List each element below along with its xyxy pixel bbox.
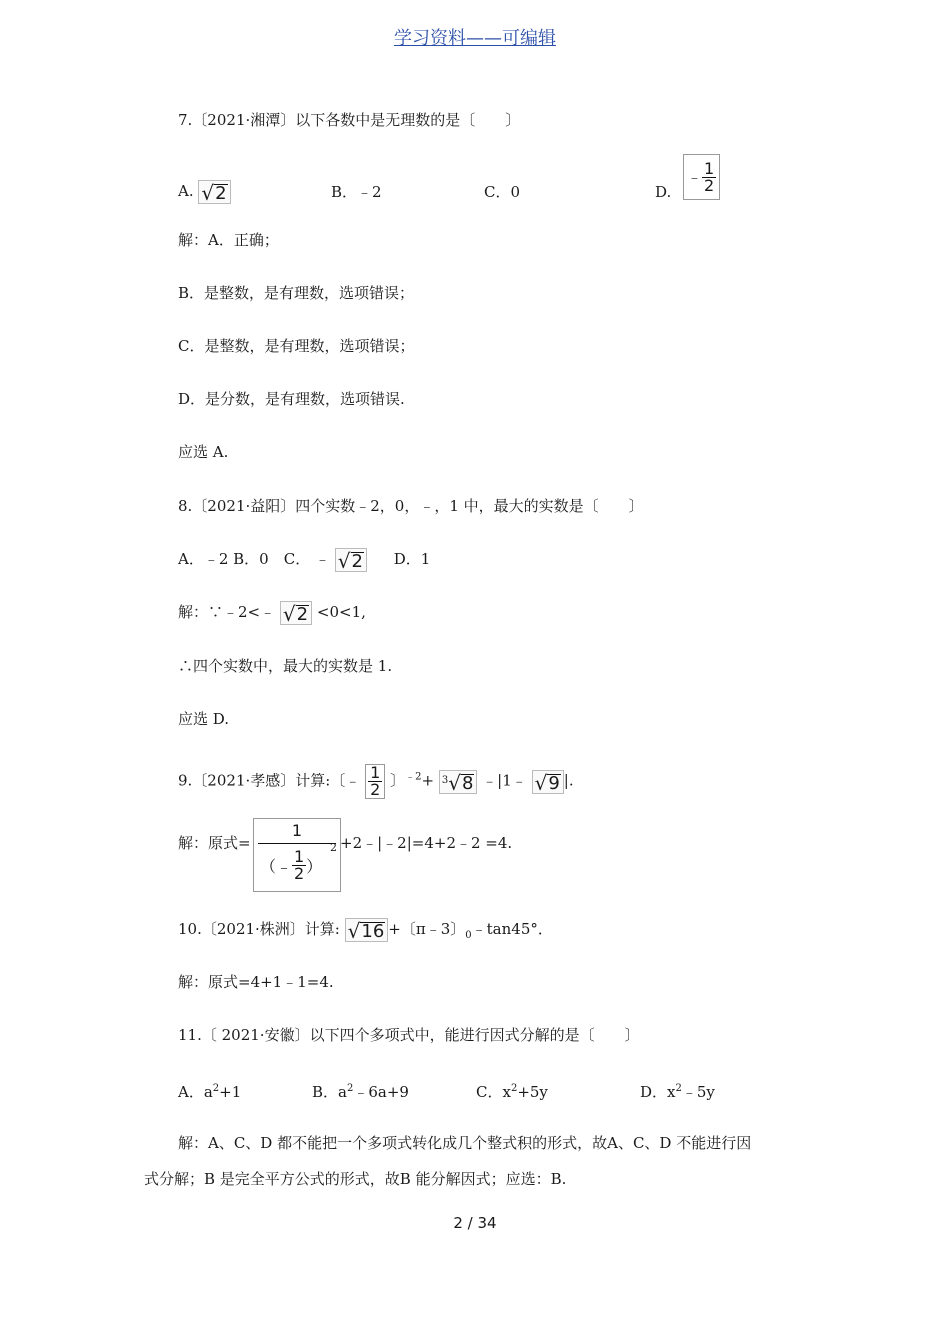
q7-option-a [178, 180, 231, 204]
q7-option-d-label: D. [655, 183, 672, 201]
q7-d-fraction-box [683, 154, 720, 200]
q10-stem-prefix: 10.〔2021·株洲〕计算: [178, 920, 340, 938]
q9-sqrt-radicand: 9 [548, 772, 560, 794]
q7-solution-line-2: B．是整数，是有理数，选项错误； [178, 284, 415, 302]
q8-options [178, 548, 430, 572]
document-header: 学习资料——可编辑 [394, 28, 556, 49]
fraction-one-half [292, 849, 306, 882]
q11-option-d [640, 1079, 715, 1102]
q8-c-radicand: 2 [351, 551, 363, 572]
sqrt-2-symbol: √ 2 [198, 180, 230, 204]
sqrt-16-symbol: √ 16 [345, 918, 389, 942]
fraction-denominator: 2 [370, 780, 381, 799]
q11-c-exp: 2 [510, 1083, 518, 1094]
q9-exponent: ﹣2 [405, 771, 422, 783]
question-10-stem [178, 918, 553, 946]
q7-option-b: B．﹣2 [331, 183, 382, 201]
fraction-denominator: 2 [294, 864, 305, 883]
sqrt-2-symbol: √ 2 [280, 601, 312, 625]
q11-a-base: A．a [178, 1083, 213, 1101]
q11-solution-line-2: 式分解；B 是完全平方公式的形式，故B 能分解因式；应选：B. [144, 1170, 567, 1188]
fraction-numerator: 1 [294, 847, 305, 866]
q11-solution-line-1: 解：A、C、D 都不能把一个多项式转化成几个整式积的形式，故A、C、D 不能进行因 [178, 1134, 752, 1152]
q8-solution-line-2: ∴四个实数中，最大的实数是 1. [178, 657, 393, 675]
question-8-stem: 8.〔2021·益阳〕四个实数﹣2，0，﹣，1 中，最大的实数是〔 〕 [178, 497, 644, 515]
q9-solution-fraction-box [253, 818, 341, 892]
q11-option-c [476, 1079, 548, 1102]
sqrt-2-symbol: √ 2 [335, 548, 367, 572]
q8-sol-prefix: 解：∵﹣2<﹣ [178, 603, 276, 621]
q9-solution-suffix: +2﹣|﹣2|=4+2﹣2 =4. [340, 834, 513, 852]
q7-solution-line-1: 解：A．正确； [178, 231, 279, 249]
big-fraction-numerator: 1 [291, 821, 303, 840]
q11-option-b [312, 1079, 409, 1102]
sqrt-9-symbol: √ 9 [532, 770, 564, 794]
fraction-one-half [368, 765, 382, 798]
fraction-numerator: 1 [370, 763, 381, 782]
q8-sol-suffix: <0<1, [316, 603, 366, 621]
q7-option-a-label: A. [178, 182, 194, 200]
q9-box-exponent: 2 [330, 841, 337, 854]
paren-open: （﹣ [260, 857, 293, 876]
q7-a-radicand: 2 [215, 183, 227, 204]
q11-d-exp: 2 [675, 1083, 682, 1094]
q7-solution-line-4: D．是分数，是有理数，选项错误. [178, 390, 405, 408]
cube-root-8-symbol: 3 √ 8 [439, 770, 478, 794]
q9-cube-radicand: 8 [461, 772, 474, 794]
big-fraction-bar [258, 843, 336, 844]
q8-solution-line-1 [178, 601, 366, 625]
paren-close: ） [306, 857, 323, 876]
q11-b-end: ﹣6a+9 [353, 1083, 409, 1101]
cube-root-index: 3 [441, 774, 449, 786]
page-number: 2 / 34 [453, 1214, 497, 1232]
q10-zero-exponent: 0 [465, 930, 472, 941]
fraction-numerator: 1 [704, 158, 715, 178]
q7-option-d [655, 154, 715, 202]
q10-stem-suffix: +〔π﹣3〕 [388, 920, 466, 938]
q10-radicand: 16 [361, 921, 385, 942]
q11-c-base: C．x [476, 1083, 511, 1101]
big-fraction-denominator [260, 849, 322, 882]
plus-sign: + [421, 771, 435, 790]
question-11-stem: 11.〔 2021·安徽〕以下四个多项式中，能进行因式分解的是〔 〕 [178, 1026, 640, 1044]
q8-answer: 应选 D. [178, 710, 230, 728]
q8-option-d: D．1 [393, 550, 431, 568]
q9-stem-mid: ﹣|1﹣ [482, 771, 527, 790]
q9-fraction-box [365, 764, 385, 799]
fraction-one-half [702, 158, 716, 195]
q10-stem-end: ﹣tan45°． [471, 920, 553, 938]
question-7-stem: 7.〔2021·湘潭〕以下各数中是无理数的是〔 〕 [178, 111, 521, 129]
q11-d-base: D．x [640, 1083, 676, 1101]
question-9-stem: 9.〔2021·孝感〕计算:〔﹣ $\frac{1}{2}$ 〕$^{﹣2}$+ 3 √ 8 ﹣|1﹣ √ 9 |. [178, 763, 574, 799]
q10-solution: 解：原式=4+1﹣1=4. [178, 973, 334, 991]
q11-d-end: ﹣5y [681, 1083, 715, 1101]
fraction-denominator: 2 [704, 175, 715, 195]
q9-stem-prefix: 9.〔2021·孝感〕计算:〔﹣ [178, 771, 361, 790]
q11-b-exp: 2 [346, 1083, 354, 1094]
q7-solution-line-3: C．是整数，是有理数，选项错误； [178, 337, 415, 355]
q7-option-c: C．0 [484, 183, 521, 201]
q11-option-a [178, 1079, 241, 1102]
q11-a-exp: 2 [212, 1083, 220, 1094]
q9-stem-end: |. [563, 771, 574, 790]
q11-a-end: +1 [219, 1083, 242, 1101]
q11-b-base: B．a [312, 1083, 347, 1101]
q8-sol-radicand: 2 [296, 604, 309, 625]
q8-options-ab: A．﹣2 B．0 C． [178, 550, 311, 568]
q7-answer: 应选 A. [178, 443, 229, 461]
q9-solution-prefix: 解：原式= [178, 834, 251, 852]
q11-c-end: +5y [517, 1083, 548, 1101]
minus-sign: ﹣ [314, 550, 330, 568]
minus-sign: ﹣ [687, 168, 703, 186]
